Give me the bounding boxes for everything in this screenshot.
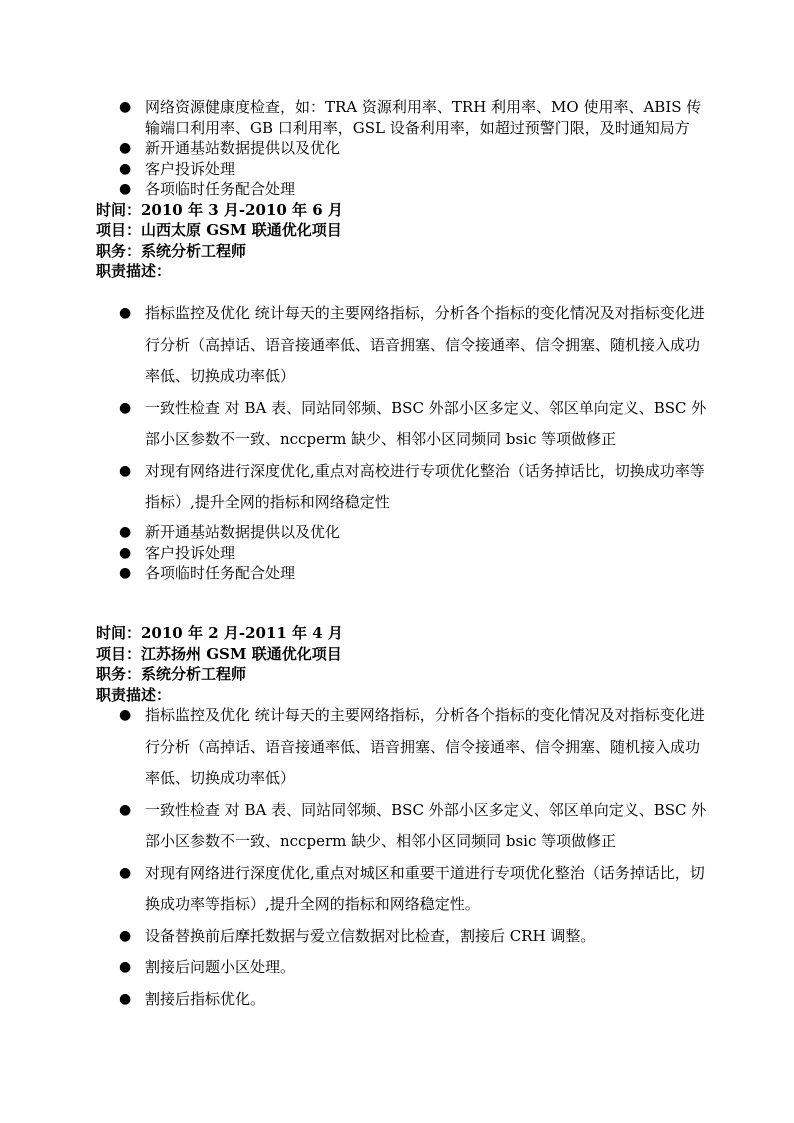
duty-list-2	[0, 700, 794, 1015]
duty-list-0	[0, 97, 794, 200]
bullet-icon: ●	[119, 462, 132, 479]
duty-list-1b	[0, 522, 794, 584]
list-item: ● 一致性检查 对 BA 表、同站同邻频、BSC 外部小区多定义、邻区单向定义、BSC 外部小区参数不一致、nccperm 缺少、相邻小区同频同 bsic 等项做修正	[0, 393, 794, 456]
list-item: ● 割接后问题小区处理。	[0, 952, 794, 984]
bullet-icon: ●	[119, 140, 132, 156]
project-1-role: 职务：系统分析工程师	[96, 241, 247, 260]
list-item: ● 对现有网络进行深度优化,重点对城区和重要干道进行专项优化整治（话务掉话比，切换成功率等指标）,提升全网的指标和网络稳定性。	[0, 858, 794, 921]
list-item: ● 各项临时任务配合处理	[119, 564, 296, 582]
list-item: ● 指标监控及优化 统计每天的主要网络指标，分析各个指标的变化情况及对指标变化进行分析（高掉话、语音接通率低、语音拥塞、信令接通率、信令拥塞、随机接入成功率低、切换成功率低）	[0, 700, 794, 795]
project-2-name: 项目：江苏扬州 GSM 联通优化项目	[96, 644, 342, 663]
bullet-icon: ●	[119, 707, 132, 723]
duty-list-1	[0, 298, 794, 519]
bullet-icon: ●	[119, 181, 132, 197]
project-1-name: 项目：山西太原 GSM 联通优化项目	[96, 221, 342, 239]
bullet-icon: ●	[119, 544, 132, 561]
list-item: ● 客户投诉处理	[119, 543, 236, 562]
list-item: ● 新开通基站数据提供以及优化	[119, 139, 341, 157]
list-item: ● 割接后指标优化。	[0, 984, 794, 1016]
bullet-icon: ●	[119, 990, 132, 1007]
bullet-icon: ●	[119, 524, 132, 540]
project-2-header	[0, 623, 794, 705]
project-1-duty-label: 职责描述：	[96, 262, 172, 280]
list-item: ● 新开通基站数据提供以及优化	[119, 523, 341, 541]
project-1-time: 时间：2010 年 3 月-2010 年 6 月	[96, 200, 343, 219]
bullet-icon: ●	[119, 305, 132, 321]
project-2-duty-label: 职责描述：	[96, 685, 172, 704]
bullet-icon: ●	[119, 565, 132, 581]
list-item: ● 指标监控及优化 统计每天的主要网络指标，分析各个指标的变化情况及对指标变化进行分析（高掉话、语音接通率低、语音拥塞、信令接通率、信令拥塞、随机接入成功率低、切换成功率低）	[0, 298, 794, 393]
list-item: ● 网络资源健康度检查，如：TRA 资源利用率、TRH 利用率、MO 使用率、ABIS 传输端口利用率、GB 口利用率，GSL 设备利用率，如超过预警门限，及时通知局方	[119, 98, 702, 137]
list-item: ● 各项临时任务配合处理	[119, 180, 296, 198]
list-item: ● 一致性检查 对 BA 表、同站同邻频、BSC 外部小区多定义、邻区单向定义、BSC 外部小区参数不一致、nccperm 缺少、相邻小区同频同 bsic 等项做修正	[0, 795, 794, 858]
bullet-icon: ●	[119, 399, 132, 416]
bullet-icon: ●	[119, 959, 132, 975]
bullet-icon: ●	[119, 160, 132, 177]
list-item: ● 对现有网络进行深度优化,重点对高校进行专项优化整治（话务掉话比，切换成功率等指标）,提升全网的指标和网络稳定性	[0, 456, 794, 519]
section-0	[0, 97, 794, 282]
project-1-duties	[0, 298, 794, 519]
project-2-role: 职务：系统分析工程师	[96, 665, 247, 683]
bullet-icon: ●	[119, 864, 132, 881]
project-2-duties	[0, 700, 794, 1015]
list-item: ● 客户投诉处理	[119, 159, 236, 178]
list-item: ● 设备替换前后摩托数据与爱立信数据对比检查，割接后 CRH 调整。	[0, 921, 794, 953]
bullet-icon: ●	[119, 801, 132, 818]
bullet-icon: ●	[119, 927, 132, 944]
bullet-icon: ●	[119, 99, 132, 115]
project-1-duties-more	[0, 522, 794, 584]
project-2-time: 时间：2010 年 2 月-2011 年 4 月	[96, 624, 343, 642]
